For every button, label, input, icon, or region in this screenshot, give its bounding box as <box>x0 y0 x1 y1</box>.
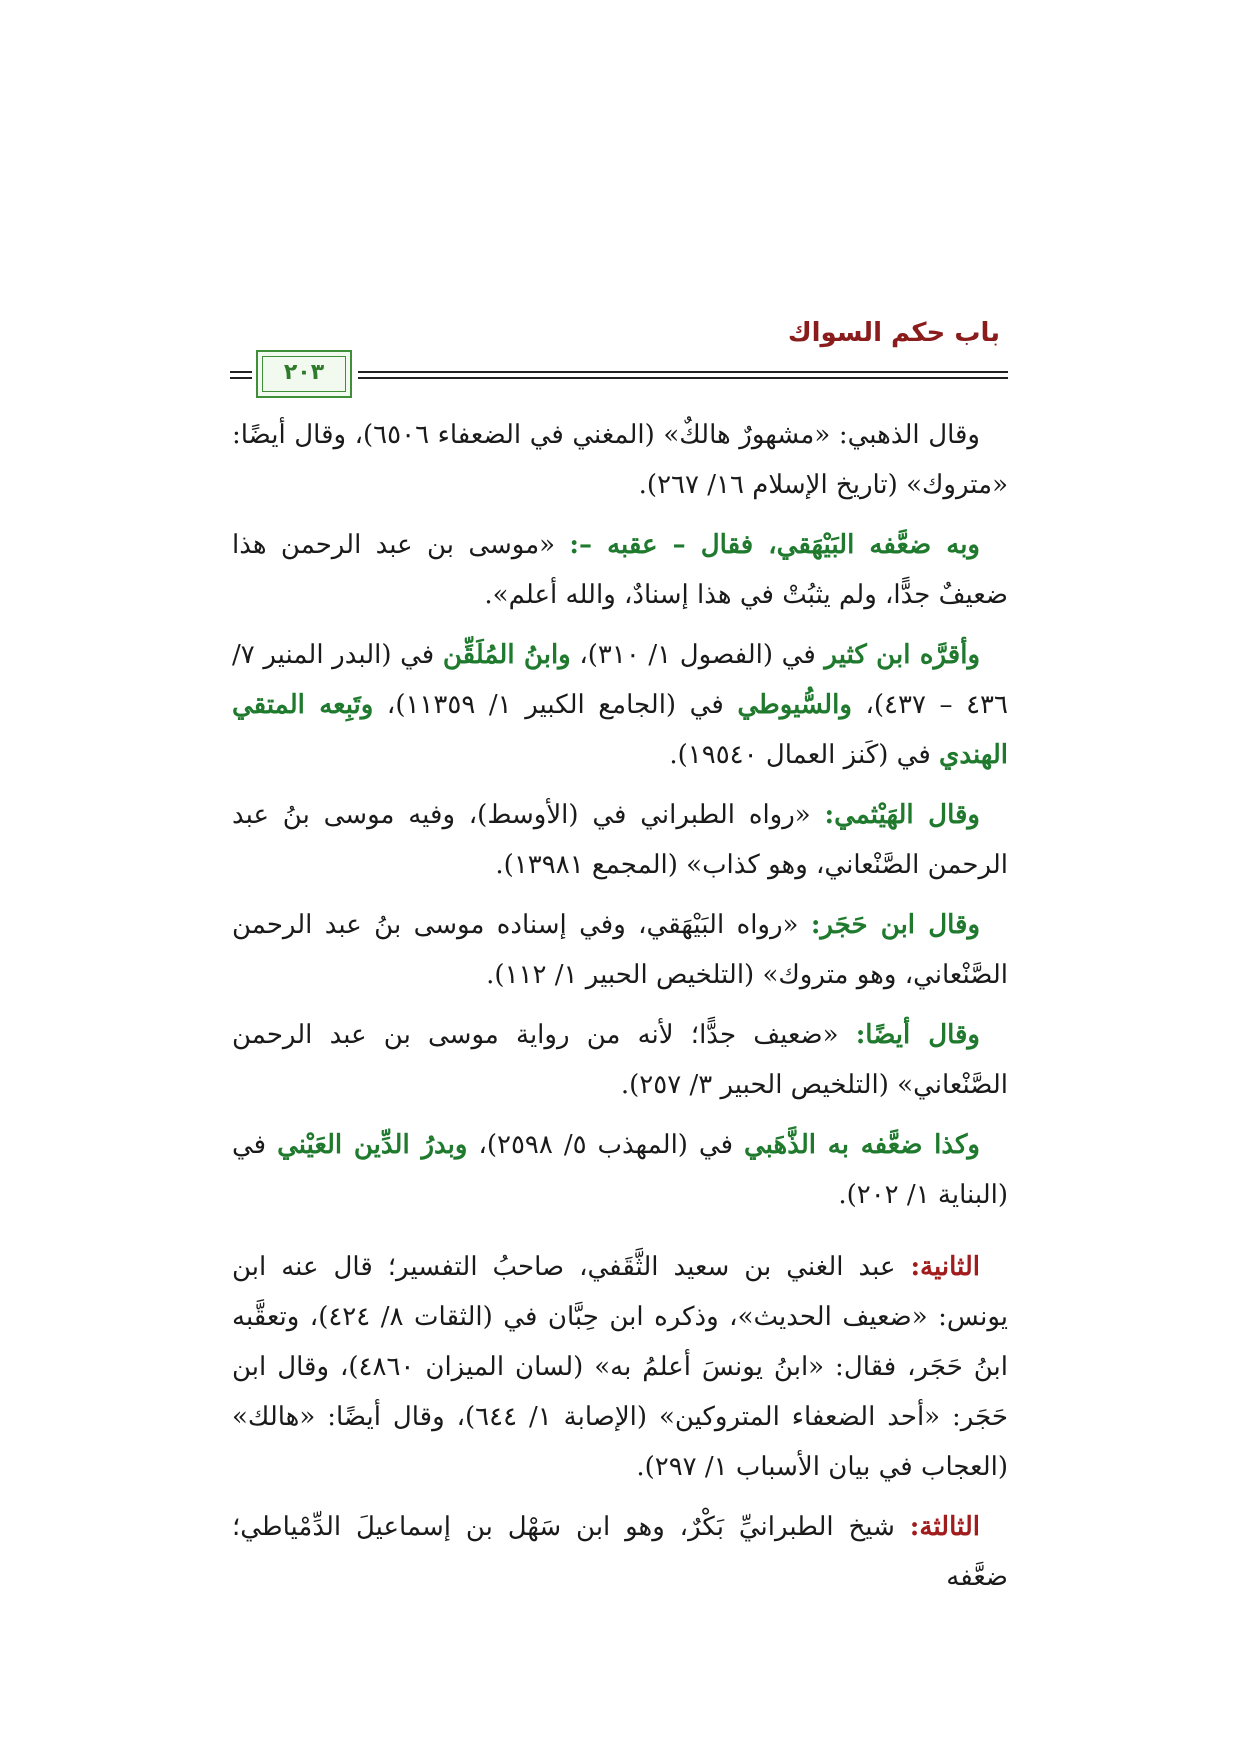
highlight-phrase: وتَبِعه المتقي الهندي <box>232 690 1008 770</box>
text-run: «رواه البَيْهَقي، وفي إسناده موسى بنُ عبد الرحمن الصَّنْعاني، وهو متروك» (التلخيص الحبير ١/ ١١٢). <box>232 910 1008 990</box>
text-run: عبد الغني بن سعيد الثَّقَفي، صاحبُ التفسير؛ قال عنه ابن يونس: «ضعيف الحديث»، وذكره ابن حِبَّان في (الثقات ٨/ ٤٢٤)، وتعقَّبه ابنُ حَجَر، فقال: «ابنُ يونسَ أعلمُ به» (لسان الميزان ٤٨٦٠)، وقال ابن حَجَر: «أحد الضعفاء المتروكين» (الإصابة ١/ ٦٤٤)، وقال أيضًا: «هالك» (العجاب في بيان الأسباب ١/ ٢٩٧). <box>232 1252 1008 1482</box>
paragraph <box>232 630 1008 780</box>
text-run: في (البدر المنير ٧/ ٤٣٦ – ٤٣٧)، <box>232 640 1008 720</box>
paragraph <box>232 900 1008 1000</box>
text-run: «ضعيف جدًّا؛ لأنه من رواية موسى بن عبد الرحمن الصَّنْعاني» (التلخيص الحبير ٣/ ٢٥٧). <box>232 1020 1008 1100</box>
paragraph <box>232 1242 1008 1492</box>
paragraph <box>232 520 1008 620</box>
paragraph <box>232 1010 1008 1110</box>
highlight-phrase: وكذا ضعَّفه به الذَّهَبي <box>744 1130 980 1160</box>
highlight-phrase: وقال أيضًا: <box>855 1020 980 1050</box>
text-run: وقال الذهبي: «مشهورٌ هالكٌ» (المغني في الضعفاء ٦٥٠٦)، وقال أيضًا: «متروك» (تاريخ الإسلام ١٦/ ٢٦٧). <box>232 420 1008 500</box>
text-run: في (المهذب ٥/ ٢٥٩٨)، <box>467 1130 744 1160</box>
section-label: الثانية: <box>910 1252 980 1282</box>
highlight-phrase: وبه ضعَّفه البَيْهَقي، فقال – عقبه –: <box>569 530 980 560</box>
page-number-frame <box>256 350 352 398</box>
highlight-phrase: وابنُ المُلَقِّن <box>442 640 571 670</box>
text-run: في (البناية ١/ ٢٠٢). <box>232 1130 1008 1210</box>
paragraph <box>232 790 1008 890</box>
text-run: في (الفصول ١/ ٣١٠)، <box>570 640 825 670</box>
header-rule <box>230 377 252 379</box>
text-run: في (الجامع الكبير ١/ ١١٣٥٩)، <box>373 690 738 720</box>
section-label: الثالثة: <box>909 1512 980 1542</box>
header-rule <box>358 377 1008 379</box>
chapter-title: باب حكم السواك <box>787 318 1000 348</box>
header-rule <box>358 371 1008 373</box>
text-run: «رواه الطبراني في (الأوسط)، وفيه موسى بنُ عبد الرحمن الصَّنْعاني، وهو كذاب» (المجمع ١٣٩٨١). <box>232 800 1008 880</box>
text-run: شيخ الطبرانيِّ بَكْرٌ، وهو ابن سَهْل بن إسماعيلَ الدِّمْياطي؛ ضعَّفه <box>232 1512 1008 1592</box>
text-run: في (كَنز العمال ١٩٥٤٠). <box>669 740 940 770</box>
highlight-phrase: وقال ابن حَجَر: <box>810 910 980 940</box>
paragraph <box>232 1120 1008 1220</box>
highlight-phrase: وقال الهَيْثمي: <box>824 800 980 830</box>
header-rule <box>230 371 252 373</box>
paragraph <box>232 410 1008 510</box>
highlight-phrase: والسُّيوطي <box>737 690 852 720</box>
highlight-phrase: وبدرُ الدِّين العَيْني <box>277 1130 468 1160</box>
highlight-phrase: وأقرَّه ابن كثير <box>824 640 980 670</box>
page-number: ٢٠٣ <box>283 360 325 385</box>
text-run: «موسى بن عبد الرحمن هذا ضعيفٌ جدًّا، ولم يثبُتْ في هذا إسنادٌ، والله أعلم». <box>232 530 1008 610</box>
main-text <box>232 410 1008 1612</box>
paragraph <box>232 1502 1008 1602</box>
